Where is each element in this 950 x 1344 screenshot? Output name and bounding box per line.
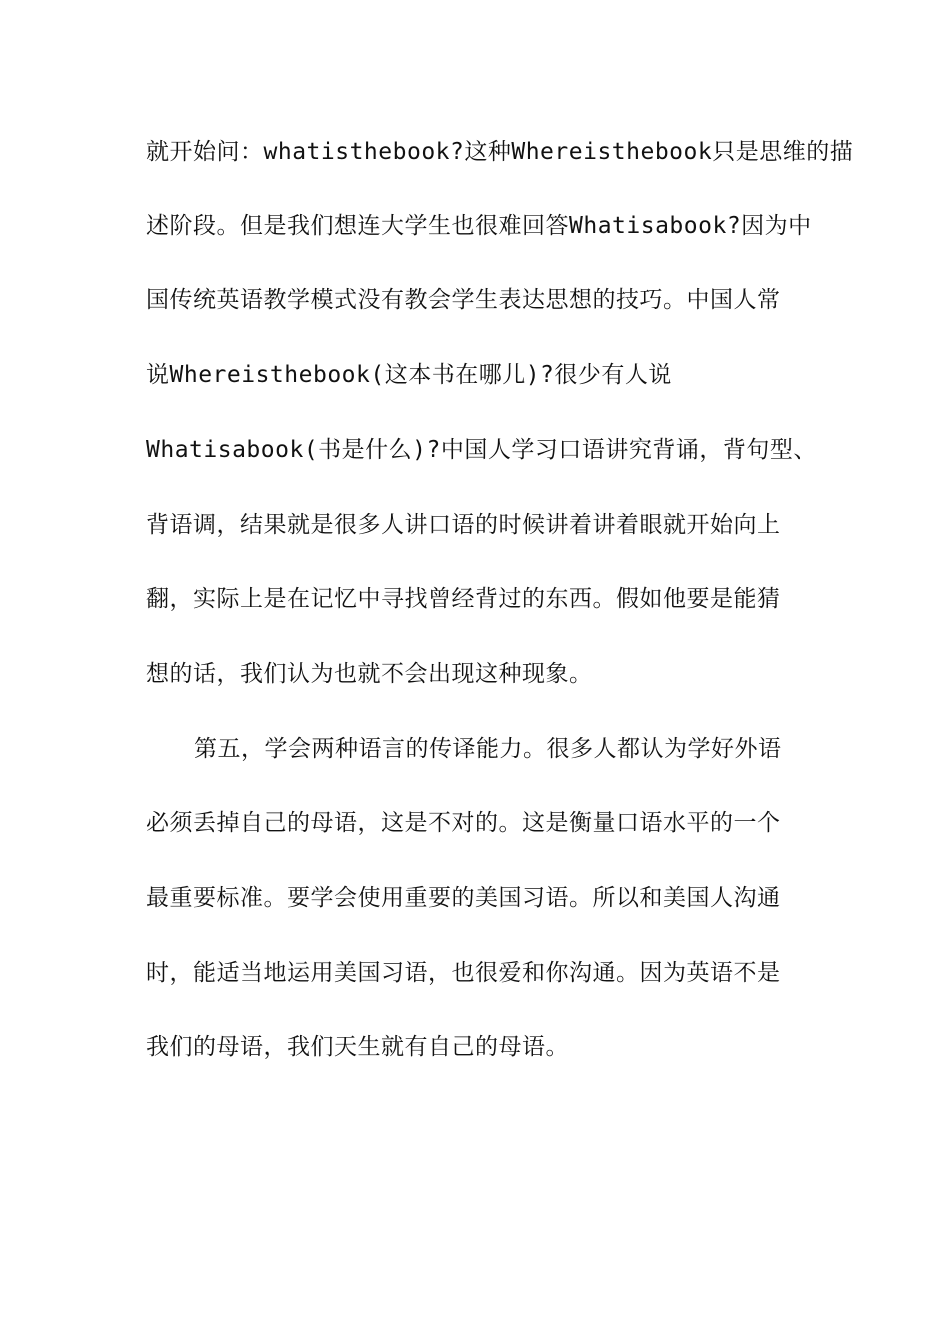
text-line: 最重要标准。要学会使用重要的美国习语。所以和美国人沟通 bbox=[146, 885, 781, 911]
text-line: 国传统英语教学模式没有教会学生表达思想的技巧。中国人常 bbox=[146, 287, 781, 313]
text-line: 述阶段。但是我们想连大学生也很难回答Whatisabook?因为中 bbox=[146, 213, 812, 239]
text-line: 必须丢掉自己的母语，这是不对的。这是衡量口语水平的一个 bbox=[146, 810, 781, 836]
text-line: 翻，实际上是在记忆中寻找曾经背过的东西。假如他要是能猜 bbox=[146, 586, 781, 612]
text-line: 想的话，我们认为也就不会出现这种现象。 bbox=[146, 661, 593, 687]
text-line: Whatisabook(书是什么)?中国人学习口语讲究背诵，背句型、 bbox=[146, 437, 817, 463]
text-line: 我们的母语，我们天生就有自己的母语。 bbox=[146, 1034, 569, 1060]
text-line: 时，能适当地运用美国习语，也很爱和你沟通。因为英语不是 bbox=[146, 960, 781, 986]
text-line: 背语调，结果就是很多人讲口语的时候讲着讲着眼就开始向上 bbox=[146, 512, 781, 538]
text-line: 说Whereisthebook(这本书在哪儿)?很少有人说 bbox=[146, 362, 672, 388]
text-line: 就开始问：whatisthebook?这种Whereisthebook只是思维的描 bbox=[146, 139, 854, 165]
paragraph-start-line: 第五，学会两种语言的传译能力。很多人都认为学好外语 bbox=[194, 736, 782, 762]
